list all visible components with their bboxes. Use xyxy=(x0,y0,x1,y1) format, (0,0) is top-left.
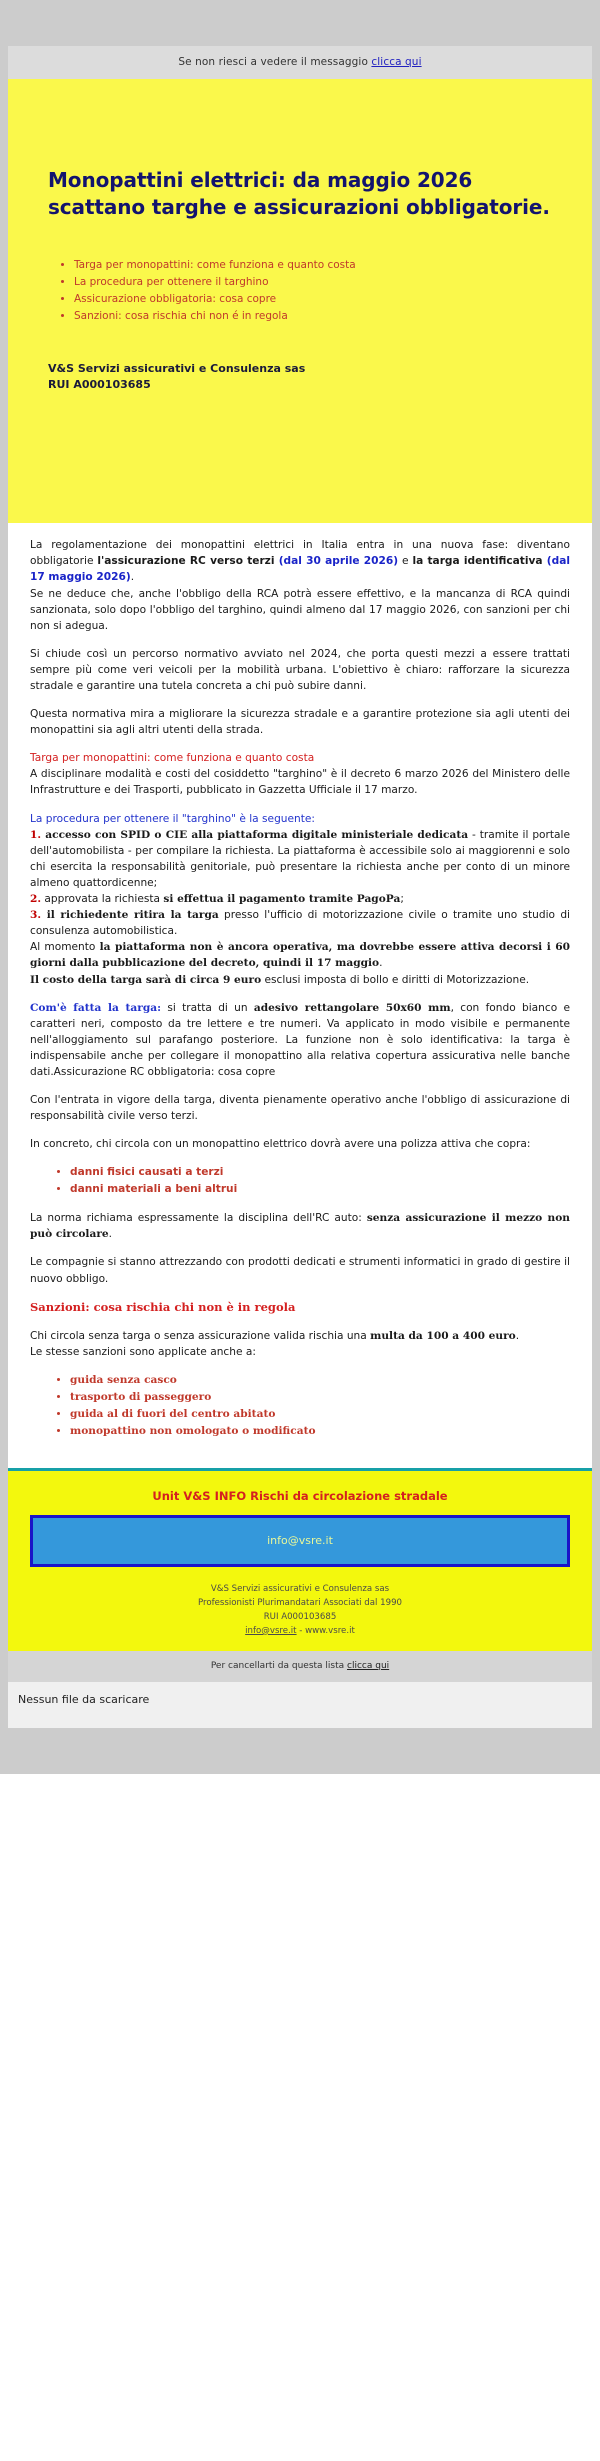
footer-contact-line xyxy=(28,1625,572,1639)
unsubscribe-link[interactable]: clicca qui xyxy=(347,1660,390,1671)
hero-company-name: V&S Servizi assicurativi e Consulenza sas xyxy=(48,362,306,376)
paragraph-normativa: Questa normativa mira a migliorare la sicurezza stradale e a garantire protezione sia agli utenti dei monopattini sia agli altri utenti della strada. xyxy=(30,708,570,737)
paragraph-step-1 xyxy=(30,827,570,891)
step-3-bold: il richiedente ritira la targa xyxy=(41,909,219,922)
intro-text-a: La regolamentazione dei monopattini elettrici in Italia entra in una nuova fase: diventano obbligatorie xyxy=(30,539,570,568)
intro-text-e: la targa identificativa xyxy=(412,555,547,568)
multa-c: . xyxy=(515,1330,520,1343)
sanzioni-list xyxy=(30,1372,570,1440)
step-2-text: approvata la richiesta xyxy=(41,893,164,906)
attachments-box xyxy=(8,1682,592,1728)
unsubscribe-text: Per cancellarti da questa lista xyxy=(210,1660,348,1671)
hero-bullet-item: • Sanzioni: cosa rischia chi non é in regola xyxy=(74,308,556,325)
step-1-number: 1. xyxy=(30,828,42,841)
paragraph-step-2 xyxy=(30,891,570,907)
footer-company-name: V&S Servizi assicurativi e Consulenza sas xyxy=(210,1584,390,1594)
norma-c: . xyxy=(108,1228,113,1241)
comefatta-rest: , con fondo bianco e caratteri neri, composto da tre lettere e tre numeri. Va applicato in modo visibile e permanente nell'alloggiamento sul parafango posteriore. La funzione non è solo identificativa: la targa è indispensabile anche per collegare il monopattino alla relativa copertura assicurativa nelle banche dati.Assicurazione RC obbligatoria: cosa copre xyxy=(30,1001,570,1078)
heading-targa: Targa per monopattini: come funziona e quanto costa xyxy=(30,752,315,765)
heading-procedura: La procedura per ottenere il "targhino" è la seguente: xyxy=(30,812,315,825)
hero-banner xyxy=(8,79,592,523)
paragraph-deduzione: Se ne deduce che, anche l'obbligo della RCA potrà essere effettivo, e la mancanza di RCA quindi sanzionata, solo dopo l'obbligo del targhino, quindi almeno dal 17 maggio 2026, con sanzioni per chi non si adegua. xyxy=(30,587,570,632)
paragraph-stesse-sanzioni: Le stesse sanzioni sono applicate anche a: xyxy=(30,1346,256,1359)
paragraph-piattaforma xyxy=(30,939,570,971)
paragraph-decreto: A disciplinare modalità e costi del cosiddetto "targhino" è il decreto 6 marzo 2026 del Ministero delle Infrastrutture e dei Trasporti, pubblicato in Gazzetta Ufficiale il 17 marzo. xyxy=(30,768,570,797)
footer-email-link[interactable]: info@vsre.it xyxy=(245,1625,297,1636)
paragraph-comefatta xyxy=(30,1000,570,1080)
piattaforma-b: la piattaforma non è ancora operativa, ma dovrebbe essere attiva decorsi i 60 giorni dalla pubblicazione del decreto, quindi il 17 maggio xyxy=(30,941,570,970)
piattaforma-c: . xyxy=(379,957,383,970)
footer-company-block xyxy=(28,1583,572,1639)
hero-title: Monopattini elettrici: da maggio 2026 scattano targhe e assicurazioni obbligatorie. xyxy=(48,168,550,220)
norma-bold: senza assicurazione il mezzo non può circolare xyxy=(30,1212,570,1241)
norma-a: La norma richiama espressamente la disciplina dell'RC auto: xyxy=(30,1212,367,1225)
step-2-end: ; xyxy=(400,893,404,906)
costo-bold: Il costo della targa sarà di circa 9 euro xyxy=(30,973,262,986)
unit-title: Unit V&S INFO Rischi da circolazione stradale xyxy=(152,1489,448,1503)
multa-a: Chi circola senza targa o senza assicurazione valida rischia una xyxy=(30,1330,371,1343)
comefatta-a: si tratta di un xyxy=(161,1001,254,1014)
intro-text-b: l'assicurazione RC verso terzi xyxy=(97,555,279,568)
top-grey-strip xyxy=(0,0,600,46)
footer-company-rui: RUI A000103685 xyxy=(263,1611,337,1622)
hero-bullet-item: • Assicurazione obbligatoria: cosa copre xyxy=(74,291,556,308)
intro-text-g: . xyxy=(130,571,135,584)
preheader-bar xyxy=(8,46,592,79)
email-frame xyxy=(0,46,600,1728)
paragraph-norma-rc xyxy=(30,1210,570,1242)
paragraph-entrata-vigore: Con l'entrata in vigore della targa, diventa pienamente operativo anche l'obbligo di assicurazione di responsabilità civile verso terzi. xyxy=(30,1094,570,1123)
hero-company-block xyxy=(48,361,556,393)
view-in-browser-link[interactable]: clicca qui xyxy=(371,56,422,68)
intro-date-targa: (dal 17 maggio 2026) xyxy=(30,555,571,584)
paragraph-multa xyxy=(30,1328,570,1344)
costo-rest: esclusi imposta di bollo e diritti di Motorizzazione. xyxy=(261,973,530,986)
danni-list xyxy=(30,1164,570,1198)
hero-spacer xyxy=(48,393,556,523)
attachments-label: Nessun file da scaricare xyxy=(18,1692,150,1706)
step-3-rest: presso l'ufficio di motorizzazione civile o tramite uno studio di consulenza automobilistica. xyxy=(30,909,571,938)
multa-bold: multa da 100 a 400 euro xyxy=(370,1330,516,1343)
heading-comefatta: Com'è fatta la targa: xyxy=(30,1001,162,1014)
paragraph-intro xyxy=(30,537,570,585)
hero-bullet-item: • Targa per monopattini: come funziona e quanto costa xyxy=(74,257,556,274)
paragraph-polizza: In concreto, chi circola con un monopattino elettrico dovrà avere una polizza attiva che copra: xyxy=(30,1138,531,1151)
paragraph-compagnie: Le compagnie si stanno attrezzando con prodotti dedicati e strumenti informatici in grado di gestire il nuovo obbligo. xyxy=(30,1256,570,1285)
hero-company-rui: RUI A000103685 xyxy=(48,378,151,392)
intro-date-rc: (dal 30 aprile 2026) xyxy=(278,555,399,568)
sanzioni-list-item: • guida al di fuori del centro abitato xyxy=(70,1406,570,1423)
paragraph-percorso: Si chiude così un percorso normativo avviato nel 2024, che porta questi mezzi a essere trattati sempre più come veri veicoli per la mobilità urbana. L'obiettivo è chiaro: rafforzare la sicurezza stradale e garantire una tutela concreta a chi può subire danni. xyxy=(30,647,570,692)
piattaforma-a: Al momento xyxy=(30,941,100,954)
paragraph-costo xyxy=(30,972,570,988)
heading-sanzioni: Sanzioni: cosa rischia chi non è in regola xyxy=(30,1299,296,1314)
danni-list-item: • danni fisici causati a terzi xyxy=(70,1164,570,1181)
bottom-grey-strip xyxy=(0,1728,600,1774)
step-3-number: 3. xyxy=(30,909,42,922)
sanzioni-list-item: • guida senza casco xyxy=(70,1372,570,1389)
footer-website: - www.vsre.it xyxy=(296,1625,355,1636)
step-1-rest: - tramite il portale dell'automobilista - per compilare la richiesta. La piattaforma è accessibile solo ai maggiorenni e solo chi esercita la responsabilità genitoriale, può presentare la richiesta anche per conto di un minore almeno quattordicenne; xyxy=(30,828,570,889)
step-2-number: 2. xyxy=(30,893,42,906)
preheader-text: Se non riesci a vedere il messaggio xyxy=(178,56,372,68)
footer-company-sub: Professionisti Plurimandatari Associati dal 1990 xyxy=(197,1597,403,1608)
hero-bullet-list xyxy=(48,257,556,325)
sanzioni-list-item: • monopattino non omologato o modificato xyxy=(70,1423,570,1440)
paragraph-step-3 xyxy=(30,907,570,939)
sanzioni-list-item: • trasporto di passeggero xyxy=(70,1389,570,1406)
intro-text-d: e xyxy=(398,555,413,568)
step-2-bold: si effettua il pagamento tramite PagoPa xyxy=(163,893,401,906)
comefatta-bold: adesivo rettangolare 50x60 mm xyxy=(253,1001,451,1014)
danni-list-item: • danni materiali a beni altrui xyxy=(70,1181,570,1198)
hero-bullet-item: • La procedura per ottenere il targhino xyxy=(74,274,556,291)
contact-email-button[interactable]: info@vsre.it xyxy=(30,1515,570,1567)
article-body xyxy=(8,523,592,1468)
step-1-bold: accesso con SPID o CIE alla piattaforma digitale ministeriale dedicata xyxy=(41,828,469,841)
footer-yellow-block xyxy=(8,1471,592,1651)
unsubscribe-bar xyxy=(8,1651,592,1682)
